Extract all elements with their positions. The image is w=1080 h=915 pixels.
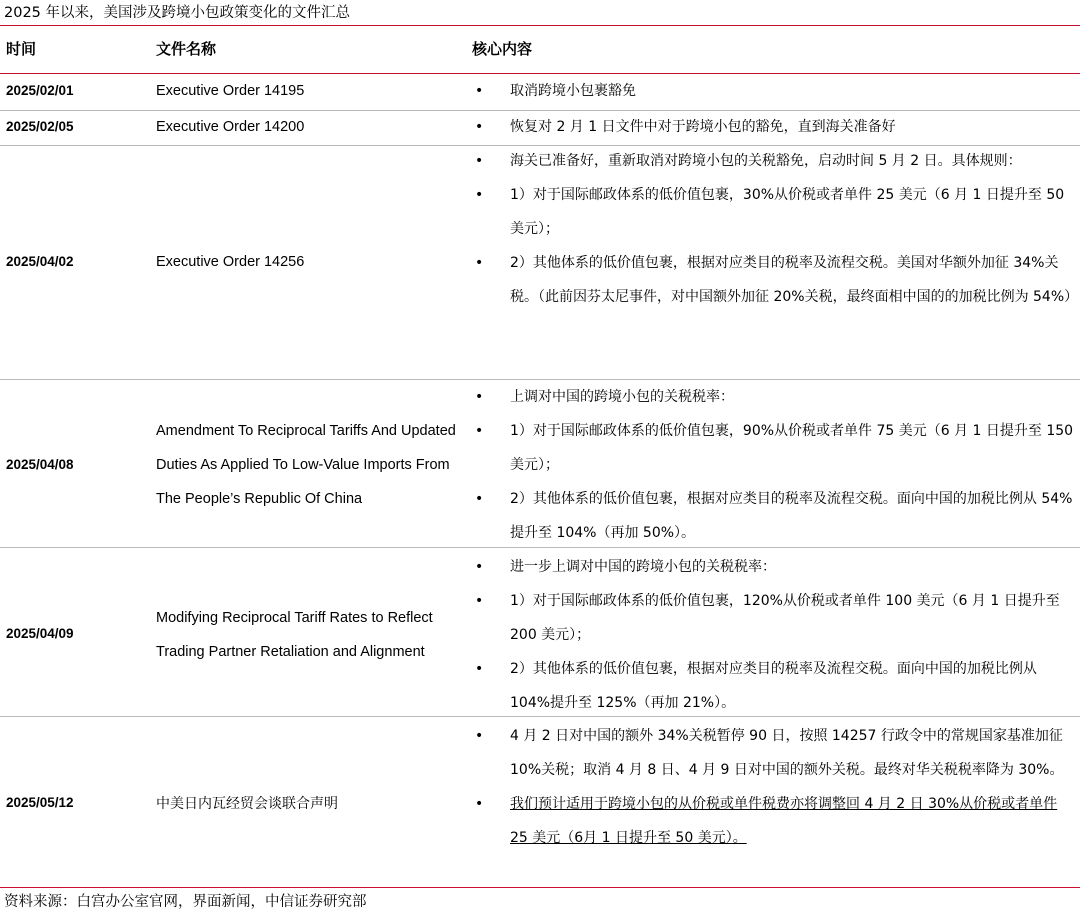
header-content: 核心内容 — [472, 40, 533, 58]
file-name-line: Executive Order 14195 — [156, 83, 305, 99]
content-bullet: • 进一步上调对中国的跨境小包的关税税率： — [472, 550, 1078, 584]
bullet-dot-icon: • — [475, 728, 484, 744]
row-file-name — [156, 110, 466, 144]
table-row — [0, 111, 1080, 145]
source-footer: 资料来源：白宫办公室官网，界面新闻，中信证券研究部 — [4, 894, 367, 910]
bullet-dot-icon: • — [475, 491, 484, 507]
bullet-dot-icon: • — [475, 559, 484, 575]
header-time: 时间 — [6, 40, 37, 58]
content-bullet: • 2）其他体系的低价值包裹，根据对应类目的税率及流程交税。面向中国的加税比例从 104%提升至 125%（再加 21%）。 — [472, 652, 1078, 720]
bullet-dot-icon: • — [475, 187, 484, 203]
content-bullet: • 恢复对 2 月 1 日文件中对于跨境小包的豁免，直到海关准备好 — [472, 110, 1078, 144]
file-name-line: Duties As Applied To Low-Value Imports From — [156, 457, 450, 473]
bullet-dot-icon: • — [475, 119, 484, 135]
row-file-name — [156, 74, 466, 108]
row-date: 2025/04/09 — [6, 626, 74, 641]
row-date: 2025/02/05 — [6, 119, 74, 134]
row-file-name — [156, 601, 466, 669]
table-row — [0, 548, 1080, 716]
bullet-dot-icon: • — [475, 593, 484, 609]
file-name-line: Modifying Reciprocal Tariff Rates to Reflect — [156, 610, 433, 626]
bullet-dot-icon: • — [475, 153, 484, 169]
row-content — [472, 380, 1078, 550]
row-file-name — [156, 414, 466, 516]
file-name-line: Executive Order 14256 — [156, 254, 305, 270]
row-content — [472, 550, 1078, 720]
content-bullet: • 2）其他体系的低价值包裹，根据对应类目的税率及流程交税。美国对华额外加征 34%关税。（此前因芬太尼事件，对中国额外加征 20%关税，最终面相中国的的加税比例为 54%） — [472, 246, 1078, 314]
content-bullet: • 4 月 2 日对中国的额外 34%关税暂停 90 日，按照 14257 行政令中的常规国家基准加征 10%关税；取消 4 月 8 日、4 月 9 日对中国的额外关税。最终对华关税税率降为 30%。 — [472, 719, 1078, 787]
content-bullet: • 取消跨境小包裹豁免 — [472, 74, 1078, 108]
bullet-dot-icon: • — [475, 389, 484, 405]
table-row — [0, 380, 1080, 547]
header-file: 文件名称 — [156, 40, 217, 58]
bullet-dot-icon: • — [475, 796, 484, 812]
content-bullet: • 1）对于国际邮政体系的低价值包裹，120%从价税或者单件 100 美元（6 月 1 日提升至 200 美元）； — [472, 584, 1078, 652]
content-bullet: • 海关已准备好，重新取消对跨境小包的关税豁免，启动时间 5 月 2 日。具体规则： — [472, 144, 1078, 178]
file-name-line: 中美日内瓦经贸会谈联合声明 — [156, 796, 338, 812]
file-name-line: Amendment To Reciprocal Tariffs And Updated — [156, 423, 456, 439]
file-name-line: Executive Order 14200 — [156, 119, 305, 135]
bullet-dot-icon: • — [475, 255, 484, 271]
bullet-dot-icon: • — [475, 661, 484, 677]
table-caption: 2025 年以来，美国涉及跨境小包政策变化的文件汇总 — [4, 5, 351, 21]
top-rule — [0, 25, 1080, 26]
content-bullet: • 1）对于国际邮政体系的低价值包裹，30%从价税或者单件 25 美元（6 月 1 日提升至 50 美元）； — [472, 178, 1078, 246]
row-content — [472, 719, 1078, 855]
table-row — [0, 717, 1080, 885]
content-bullet: • 2）其他体系的低价值包裹，根据对应类目的税率及流程交税。面向中国的加税比例从 54%提升至 104%（再加 50%）。 — [472, 482, 1078, 550]
file-name-line: Trading Partner Retaliation and Alignment — [156, 644, 425, 660]
bottom-rule — [0, 887, 1080, 888]
row-file-name — [156, 245, 466, 279]
row-content — [472, 110, 1078, 144]
bullet-dot-icon: • — [475, 423, 484, 439]
content-bullet: • 上调对中国的跨境小包的关税税率： — [472, 380, 1078, 414]
row-date: 2025/04/02 — [6, 254, 74, 269]
content-bullet: • 我们预计适用于跨境小包的从价税或单件税费亦将调整回 4 月 2 日 30%从价税或者单件 25 美元（6月 1 日提升至 50 美元）。 — [472, 787, 1078, 855]
table-row — [0, 74, 1080, 110]
row-content — [472, 74, 1078, 108]
file-name-line: The People’s Republic Of China — [156, 491, 363, 507]
row-date: 2025/04/08 — [6, 457, 74, 472]
row-date: 2025/02/01 — [6, 83, 74, 98]
content-bullet: • 1）对于国际邮政体系的低价值包裹，90%从价税或者单件 75 美元（6 月 1 日提升至 150 美元）； — [472, 414, 1078, 482]
row-file-name — [156, 787, 466, 821]
table-row — [0, 146, 1080, 379]
bullet-dot-icon: • — [475, 83, 484, 99]
row-content — [472, 144, 1078, 314]
row-date: 2025/05/12 — [6, 795, 74, 810]
